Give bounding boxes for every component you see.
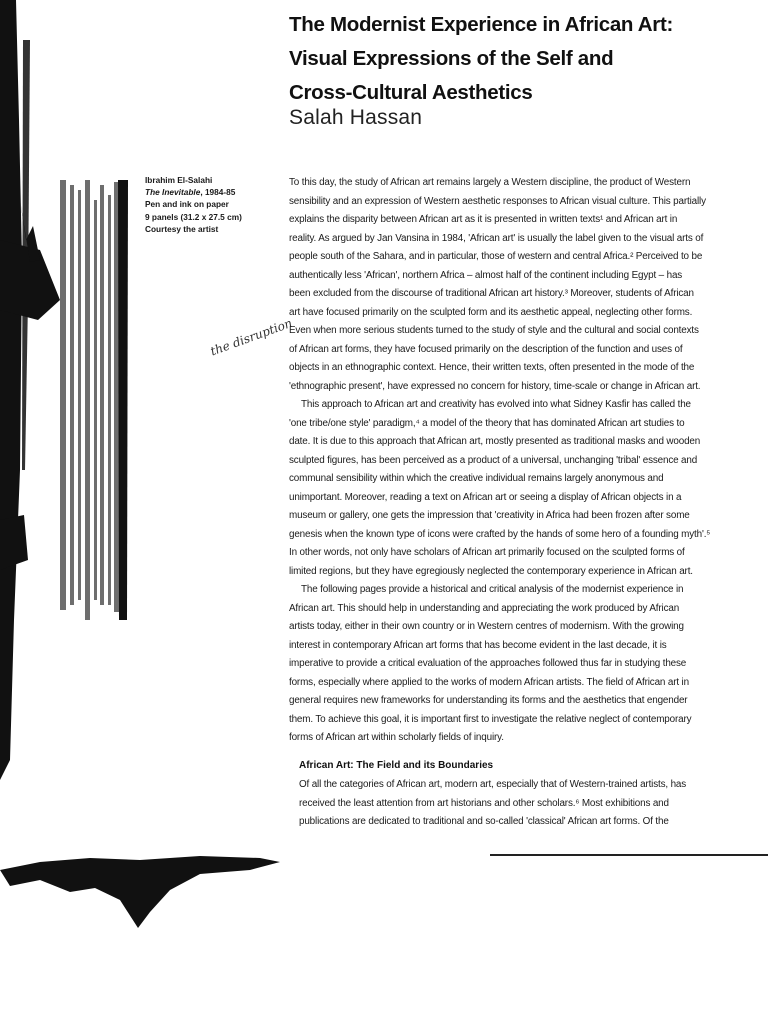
body-line: reality. As argued by Jan Vansina in 1984, 'African art' is usually the label given to the visual arts of bbox=[289, 232, 704, 244]
body-line: forms of African art within scholarly fields of inquiry. bbox=[289, 732, 504, 743]
body-line: In other words, not only have scholars of African art primarily focused on the sculpted forms of bbox=[289, 547, 685, 558]
caption-credit: Courtesy the artist bbox=[145, 223, 219, 234]
section-line: received the least attention from art historians and other scholars.⁶ Most exhibitions and bbox=[299, 797, 669, 809]
handwritten-note bbox=[208, 315, 295, 382]
caption-artist: Ibrahim El-Salahi bbox=[145, 175, 213, 185]
caption-medium: Pen and ink on paper bbox=[145, 199, 229, 210]
body-line: art have focused primarily on the sculpted form and its aesthetic appeal, neglecting other forms. bbox=[289, 306, 693, 318]
body-line: limited regions, but they have egregiously neglected the contemporary experience in African art. bbox=[289, 565, 693, 577]
body-line: unimportant. Moreover, reading a text on African art or seeing a display of African objects in a bbox=[289, 491, 682, 503]
body-line: This approach to African art and creativity has evolved into what Sidney Kasfir has called the bbox=[301, 399, 691, 410]
body-line: sculpted figures, has been perceived as a product of a universal, unchanging 'tribal' essence and bbox=[289, 454, 698, 466]
body-line: 'ethnographic present', have expressed no concern for history, time-scale or change in African art. bbox=[289, 380, 701, 392]
artwork-bottom-fragment bbox=[0, 840, 290, 930]
body-line: date. It is due to this approach that African art, mostly presented as traditional masks and wooden bbox=[289, 436, 701, 447]
caption-work-title: The Inevitable bbox=[145, 187, 201, 198]
body-line: general requires new frameworks for understanding its forms and the aesthetics that engender bbox=[289, 695, 688, 706]
body-line: museum or gallery, one gets the impression that 'creativity in Africa had been frozen after some bbox=[289, 510, 690, 521]
body-line: objects in an ethnographic context. Hence, their written texts, often presented in the mode of the bbox=[289, 362, 695, 373]
title-line-1: The Modernist Experience in African Art: bbox=[289, 13, 674, 36]
body-line: them. To achieve this goal, it is important first to investigate the relative neglect of contemporary bbox=[289, 713, 692, 725]
body-line: been excluded from the discourse of traditional African art history.³ Moreover, students of African bbox=[289, 288, 694, 299]
body-line: forms, especially where applied to the works of modern African artists. The field of African art in bbox=[289, 676, 689, 688]
body-line: African art. This should help in understanding and appreciating the work produced by African bbox=[289, 602, 680, 614]
body-line: The following pages provide a historical and critical analysis of the modernist experience in bbox=[301, 584, 684, 595]
section-line: publications are dedicated to traditional and so-called 'classical' African art forms. Of the bbox=[299, 816, 669, 827]
section-heading: African Art: The Field and its Boundaries bbox=[299, 760, 494, 771]
body-line: sensibility and an expression of Western aesthetic responses to African visual culture. This partially bbox=[289, 195, 706, 207]
caption-work bbox=[145, 186, 285, 198]
bottom-rule bbox=[490, 854, 768, 856]
body-line: explains the disparity between African art as it is presented in written texts¹ and African art in bbox=[289, 214, 678, 225]
body-line: imperative to provide a critical evaluation of the approaches followed thus far in studying these bbox=[289, 658, 687, 669]
author-name: Salah Hassan bbox=[289, 106, 423, 129]
figure-caption bbox=[145, 174, 285, 235]
body-line: authentically less 'African', northern Africa – almost half of the continent including Egypt – has bbox=[289, 269, 683, 281]
body-line: Even when more serious students turned to the study of style and the cultural and social contexts bbox=[289, 325, 699, 336]
handwritten-note-text: the disruption bbox=[208, 315, 295, 359]
body-line: 'one tribe/one style' paradigm,⁴ a model of the theory that has dominated African art studies to bbox=[289, 417, 685, 429]
body-line: genesis when the known type of icons were crafted by the hands of some hero of a founding myth'.⁵ bbox=[289, 528, 711, 540]
section-body-text bbox=[299, 776, 749, 832]
caption-dimensions: 9 panels (31.2 x 27.5 cm) bbox=[145, 211, 242, 222]
article-title bbox=[289, 8, 759, 110]
title-line-2: Visual Expressions of the Self and bbox=[289, 47, 614, 70]
body-line: of African art forms, they have focused primarily on the description of the function and uses of bbox=[289, 343, 683, 355]
body-line: people south of the Sahara, and in particular, those of western and central Africa.² Perceived to be bbox=[289, 251, 703, 262]
body-line: artists today, either in their own country or in Western centres of modernism. With the growing bbox=[289, 621, 684, 632]
body-line: To this day, the study of African art remains largely a Western discipline, the product of Western bbox=[289, 177, 691, 188]
body-line: communal sensibility within which the creative individual remains largely anonymous and bbox=[289, 473, 664, 484]
body-text bbox=[289, 174, 751, 748]
body-line: interest in contemporary African art forms that has become evident in the last decade, it is bbox=[289, 639, 667, 651]
caption-work-date: , 1984-85 bbox=[200, 187, 236, 198]
section-line: Of all the categories of African art, modern art, especially that of Western-trained artists, has bbox=[299, 779, 687, 790]
title-line-3: Cross-Cultural Aesthetics bbox=[289, 81, 533, 104]
